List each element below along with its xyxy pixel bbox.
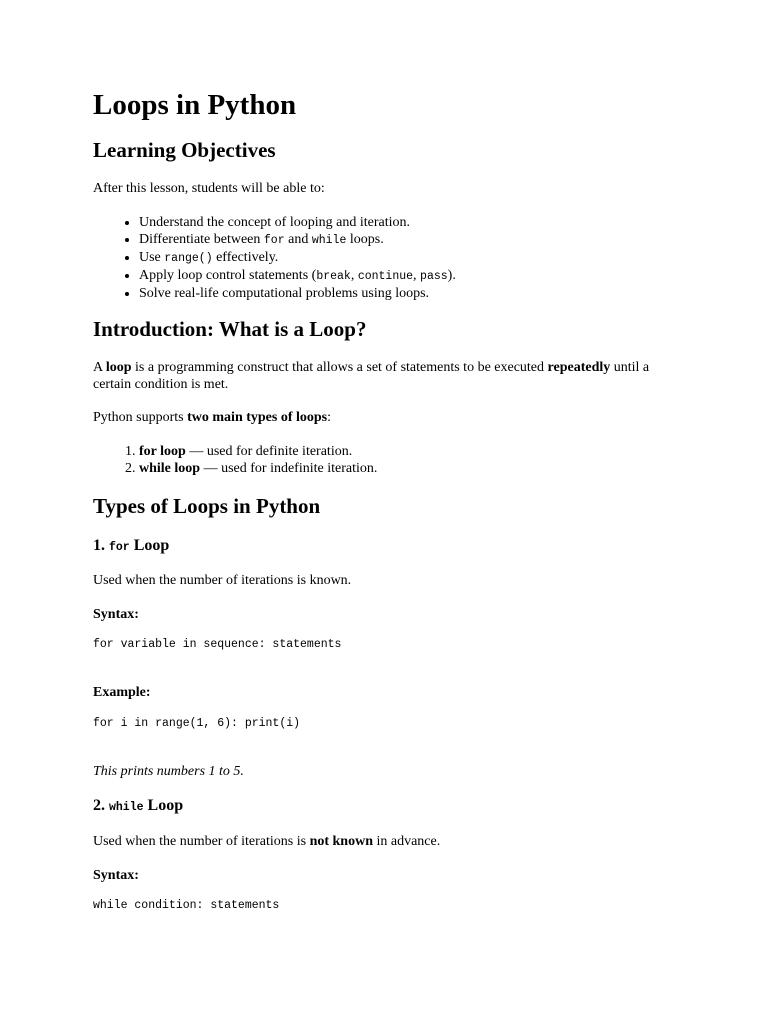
list-item: • Solve real-life computational problems using loops.	[139, 285, 456, 302]
list-item: • Use range() effectively.	[139, 249, 456, 267]
types-heading: Types of Loops in Python	[93, 494, 321, 518]
objectives-list	[93, 214, 456, 302]
intro-heading: Introduction: What is a Loop?	[93, 317, 367, 341]
while-loop-description: Used when the number of iterations is not known in advance.	[93, 834, 441, 849]
list-item: • Differentiate between for and while loops.	[139, 231, 456, 249]
for-syntax-label: Syntax:	[93, 607, 139, 622]
loop-types-list	[93, 443, 377, 477]
list-item: • Understand the concept of looping and iteration.	[139, 214, 456, 231]
for-example-note: This prints numbers 1 to 5.	[93, 764, 244, 779]
for-loop-heading: 1. for Loop	[93, 537, 170, 554]
for-example-label: Example:	[93, 685, 151, 700]
loop-types-intro: Python supports two main types of loops:	[93, 410, 332, 425]
objectives-intro: After this lesson, students will be able to:	[93, 181, 325, 196]
objectives-heading: Learning Objectives	[93, 138, 276, 162]
for-example-code: for i in range(1, 6): print(i)	[93, 717, 301, 730]
for-syntax-code: for variable in sequence: statements	[93, 638, 342, 651]
while-loop-heading: 2. while Loop	[93, 797, 184, 814]
loop-definition: A loop is a programming construct that allows a set of statements to be executed repeatedly until a certain condition is met.	[93, 360, 650, 392]
list-item: • Apply loop control statements (break, continue, pass).	[139, 267, 456, 285]
list-item: 2. while loop — used for indefinite iteration.	[139, 460, 377, 477]
for-loop-description: Used when the number of iterations is known.	[93, 573, 352, 588]
while-syntax-label: Syntax:	[93, 868, 139, 883]
list-item: 1. for loop — used for definite iteration.	[139, 443, 377, 460]
page-title: Loops in Python	[93, 89, 297, 121]
while-syntax-code: while condition: statements	[93, 899, 280, 912]
